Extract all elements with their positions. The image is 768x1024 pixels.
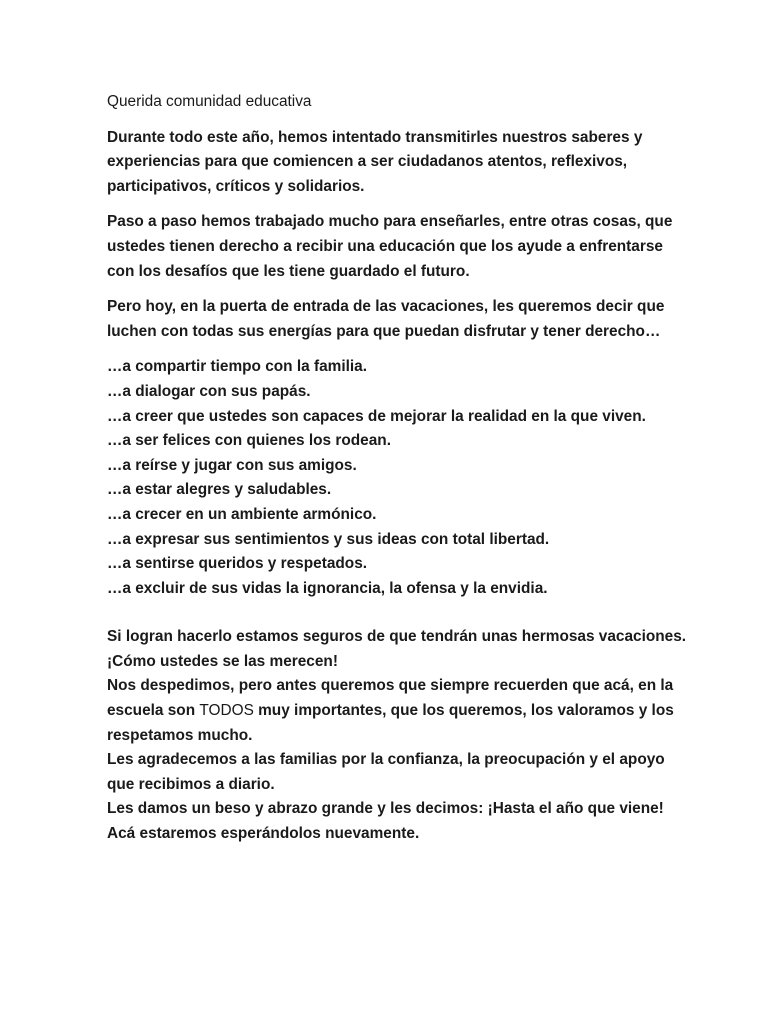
paragraph-line: Paso a paso hemos trabajado mucho para enseñarles, entre otras cosas, que [107,213,673,231]
list-item: …a creer que ustedes son capaces de mejorar la realidad en la que viven. [107,407,646,425]
paragraph-intro [107,126,727,200]
list-item: …a reírse y jugar con sus amigos. [107,456,357,474]
closing-line: Si logran hacerlo estamos seguros de que tendrán unas hermosas vacaciones. [107,628,687,646]
closing-line: Acá estaremos esperándolos nuevamente. [107,825,420,843]
list-item: …a ser felices con quienes los rodean. [107,432,391,450]
letter-greeting: Querida comunidad educativa [107,93,312,110]
closing-section [107,625,727,846]
paragraph-line: participativos, críticos y solidarios. [107,177,365,195]
closing-line: Les damos un beso y abrazo grande y les decimos: ¡Hasta el año que viene! [107,800,664,818]
paragraph-line: con los desafíos que les tiene guardado el futuro. [107,262,470,280]
list-item: …a expresar sus sentimientos y sus ideas con total libertad. [107,530,550,548]
list-item: …a excluir de sus vidas la ignorancia, la ofensa y la envidia. [107,579,548,597]
closing-line: ¡Cómo ustedes se las merecen! [107,652,338,670]
closing-line [107,699,727,724]
paragraph-line: Pero hoy, en la puerta de entrada de las vacaciones, les queremos decir que [107,298,665,316]
letter-document [107,90,727,847]
list-item: …a sentirse queridos y respetados. [107,555,368,573]
closing-line: Nos despedimos, pero antes queremos que siempre recuerden que acá, en la [107,677,674,695]
todos-word: TODOS [199,702,254,720]
paragraph-line: ustedes tienen derecho a recibir una educación que los ayude a enfrentarse [107,237,663,255]
paragraph-line: luchen con todas sus energías para que puedan disfrutar y tener derecho… [107,322,661,340]
closing-line-part: escuela son [107,702,200,720]
list-item: …a crecer en un ambiente armónico. [107,505,377,523]
paragraph-step-by-step [107,210,727,284]
closing-line: que recibimos a diario. [107,775,275,793]
closing-line: Les agradecemos a las familias por la confianza, la preocupación y el apoyo [107,751,665,769]
paragraph-line: experiencias para que comiencen a ser ciudadanos atentos, reflexivos, [107,153,628,171]
paragraph-line: Durante todo este año, hemos intentado transmitirles nuestros saberes y [107,128,643,146]
paragraph-vacations [107,295,727,344]
rights-list [107,355,727,601]
list-item: …a compartir tiempo con la familia. [107,358,367,376]
list-item: …a estar alegres y saludables. [107,481,332,499]
closing-line-part: muy importantes, que los queremos, los valoramos y los [253,702,674,720]
closing-line: respetamos mucho. [107,726,253,744]
letter-body [107,126,727,847]
list-item: …a dialogar con sus papás. [107,382,311,400]
